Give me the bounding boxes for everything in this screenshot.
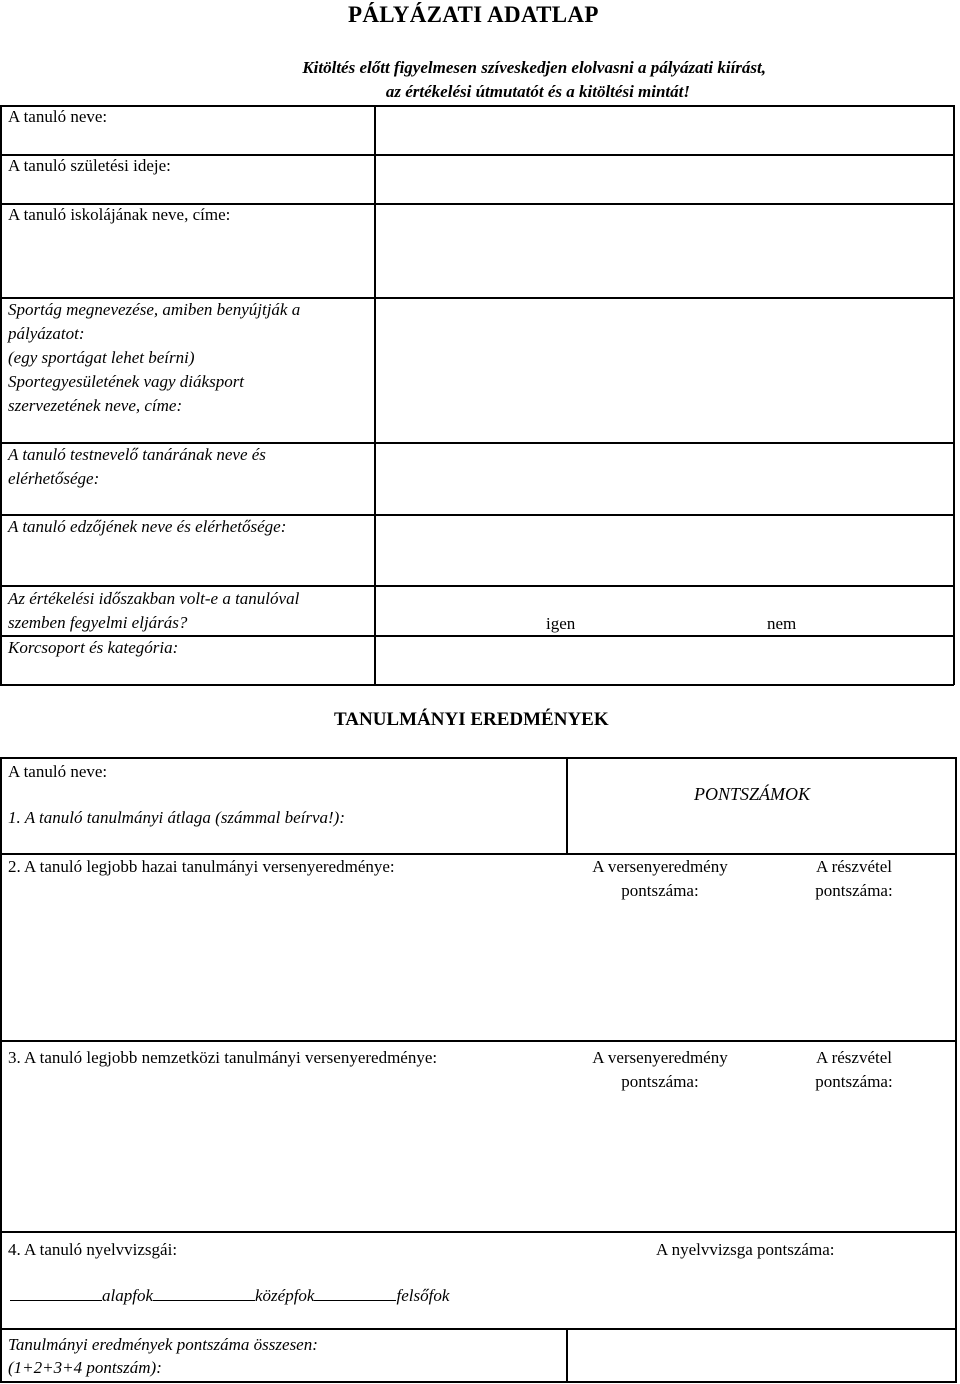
language-points-label: A nyelvvizsga pontszáma: xyxy=(656,1240,835,1259)
club-label-line-1: Sportegyesületének vagy diáksport xyxy=(8,372,245,391)
domestic-result-points-line-2: pontszáma: xyxy=(621,881,699,900)
discipline-yes-option[interactable]: igen xyxy=(546,614,576,633)
club-label-line-2: szervezetének neve, címe: xyxy=(8,396,183,415)
total-points-label-line-2: (1+2+3+4 pontszám): xyxy=(8,1358,162,1377)
student-name-label: A tanuló neve: xyxy=(8,107,108,126)
coach-field[interactable] xyxy=(376,516,952,584)
discipline-no-option[interactable]: nem xyxy=(767,614,797,633)
pe-teacher-label-line-2: elérhetősége: xyxy=(8,469,100,488)
student-name-field[interactable] xyxy=(376,107,952,153)
level-advanced-label: felsőfok xyxy=(396,1286,450,1305)
international-result-points-label xyxy=(560,1046,760,1094)
domestic-participation-points-line-1: A részvétel xyxy=(816,857,892,876)
results-student-name-label: A tanuló neve: xyxy=(8,762,108,781)
sport-label-line-3: (egy sportágat lehet beírni) xyxy=(8,348,195,367)
discipline-label-line-1: Az értékelési időszakban volt-e a tanulóval xyxy=(8,589,300,608)
domestic-result-points-label xyxy=(560,855,760,903)
sport-club-field[interactable] xyxy=(376,299,952,441)
international-result-points-line-1: A versenyeredmény xyxy=(592,1048,728,1067)
intermediate-level-blank[interactable] xyxy=(153,1284,255,1301)
birth-date-label: A tanuló születési ideje: xyxy=(8,156,171,175)
international-competition-label: 3. A tanuló legjobb nemzetközi tanulmányi versenyeredménye: xyxy=(8,1048,438,1067)
pe-teacher-field[interactable] xyxy=(376,444,952,513)
pe-teacher-label-line-1: A tanuló testnevelő tanárának neve és xyxy=(8,445,266,464)
domestic-result-points-line-1: A versenyeredmény xyxy=(592,857,728,876)
age-group-label: Korcsoport és kategória: xyxy=(8,638,179,657)
points-header: PONTSZÁMOK xyxy=(694,784,811,804)
domestic-participation-points-line-2: pontszáma: xyxy=(815,881,893,900)
average-label: 1. A tanuló tanulmányi átlaga (számmal beírva!): xyxy=(8,808,345,827)
instructions-line-2: az értékelési útmutatót és a kitöltési mintát! xyxy=(385,82,690,101)
international-result-points-line-2: pontszáma: xyxy=(621,1072,699,1091)
international-participation-points-line-1: A részvétel xyxy=(816,1048,892,1067)
page-title: PÁLYÁZATI ADATLAP xyxy=(348,2,599,27)
sport-label-line-1: Sportág megnevezése, amiben benyújtják a xyxy=(8,300,301,319)
school-field[interactable] xyxy=(376,205,952,296)
total-points-field[interactable] xyxy=(568,1330,954,1380)
level-intermediate-label: középfok xyxy=(255,1286,315,1305)
coach-label: A tanuló edzőjének neve és elérhetősége: xyxy=(8,517,287,536)
international-participation-points-line-2: pontszáma: xyxy=(815,1072,893,1091)
total-points-label-line-1: Tanulmányi eredmények pontszáma összesen: xyxy=(8,1335,318,1354)
sport-label-line-2: pályázatot: xyxy=(8,324,85,343)
school-label: A tanuló iskolájának neve, címe: xyxy=(8,205,231,224)
advanced-level-blank[interactable] xyxy=(314,1284,396,1301)
domestic-competition-label: 2. A tanuló legjobb hazai tanulmányi versenyeredménye: xyxy=(8,857,395,876)
instructions-line-1: Kitöltés előtt figyelmesen szíveskedjen elolvasni a pályázati kiírást, xyxy=(302,58,766,77)
domestic-participation-points-label xyxy=(754,855,954,903)
basic-level-blank[interactable] xyxy=(10,1284,102,1301)
results-heading: TANULMÁNYI EREDMÉNYEK xyxy=(334,709,609,730)
birth-date-field[interactable] xyxy=(376,156,952,202)
age-group-field[interactable] xyxy=(376,637,952,683)
level-basic-label: alapfok xyxy=(102,1286,153,1305)
international-participation-points-label xyxy=(754,1046,954,1094)
language-exams-label: 4. A tanuló nyelvvizsgái: xyxy=(8,1240,178,1259)
language-levels-line xyxy=(10,1284,449,1308)
discipline-label-line-2: szemben fegyelmi eljárás? xyxy=(8,613,188,632)
